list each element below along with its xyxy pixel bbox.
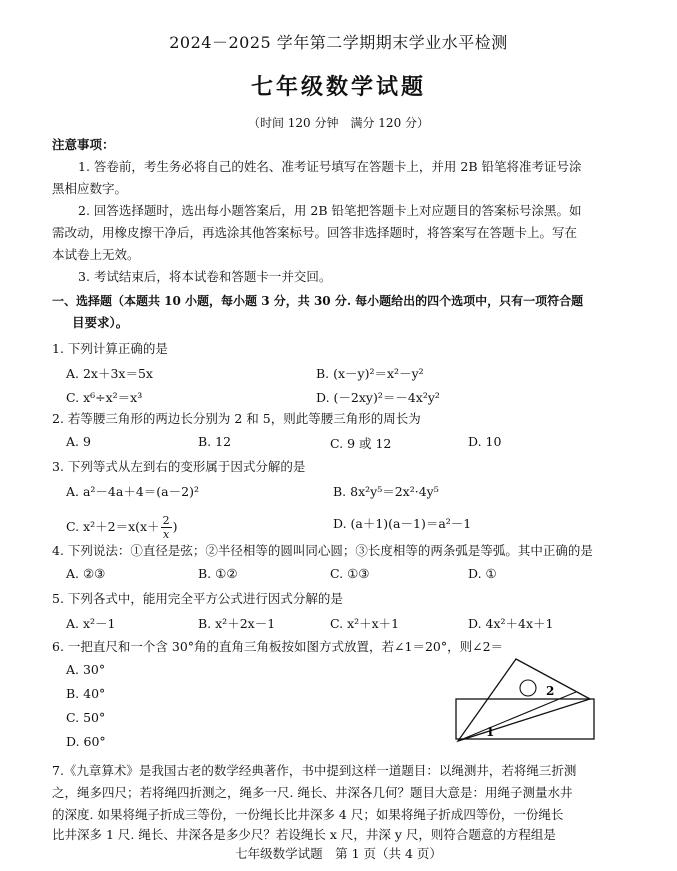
- q3-fraction-numerator: 2: [162, 514, 170, 527]
- page-footer: 七年级数学试题 第 1 页（共 4 页）: [235, 846, 442, 861]
- q3-option-c-fraction: [161, 514, 172, 541]
- q3-option-c: [66, 514, 177, 541]
- angle-2-label: 2: [546, 684, 555, 698]
- q7-line-2: 之，绳多四尺；若将绳四折测之，绳多一尺. 绳长、井深各几何？题目大意是：用绳子测量水井: [52, 785, 573, 800]
- q6-option-b: B. 40°: [66, 686, 106, 701]
- q7-line-4: 比井深多 1 尺. 绳长、井深各是多少尺？若设绳长 x 尺，井深 y 尺，则符合题意的方程组是: [52, 827, 556, 842]
- q6-option-a: A. 30°: [66, 662, 106, 677]
- q3-stem: 3. 下列等式从左到右的变形属于因式分解的是: [52, 459, 306, 474]
- q4-option-a: A. ②③: [66, 566, 106, 581]
- section1-heading-a: 一、选择题（本题共 10 小题，每小题 3 分，共 30 分. 每小题给出的四个选项中，只有一项符合题: [52, 294, 584, 308]
- triangle-plate-shape: [458, 659, 590, 741]
- q6-option-d: D. 60°: [66, 734, 106, 749]
- ruler-triangle-figure: [448, 655, 598, 747]
- q5-option-a: A. x²－1: [66, 616, 116, 631]
- q5-option-b: B. x²＋2x－1: [198, 616, 276, 631]
- q4-option-d: D. ①: [468, 566, 497, 581]
- note-1b: 黑相应数字。: [52, 181, 128, 196]
- q1-stem: 1. 下列计算正确的是: [52, 341, 168, 356]
- q7-line-1: 7.《九章算术》是我国古老的数学经典著作，书中提到这样一道题目：以绳测井，若将绳三折测: [52, 763, 577, 778]
- exam-supertitle: 2024－2025 学年第二学期期末学业水平检测: [169, 33, 508, 52]
- q3-option-a: A. a²－4a＋4＝(a－2)²: [66, 484, 199, 499]
- q2-option-a: A. 9: [66, 434, 91, 449]
- q4-stem: 4. 下列说法：①直径是弦；②半径相等的圆叫同心圆；③长度相等的两条弧是等弧。其中正确的是: [52, 543, 593, 558]
- q1-option-a: A. 2x＋3x＝5x: [66, 366, 153, 381]
- time-note: （时间 120 分钟 满分 120 分）: [247, 116, 430, 130]
- q5-option-d: D. 4x²＋4x＋1: [468, 616, 554, 631]
- q5-option-c: C. x²＋x＋1: [330, 616, 400, 631]
- q3-option-d: D. (a＋1)(a－1)＝a²－1: [333, 516, 472, 531]
- note-2a: 2. 回答选择题时，选出每小题答案后，用 2B 铅笔把答题卡上对应题目的答案标号涂黑。如: [78, 203, 582, 218]
- q4-option-c: C. ①③: [330, 566, 370, 581]
- q1-option-d: D. (－2xy)²＝－4x²y²: [316, 390, 440, 405]
- note-2b: 需改动，用橡皮擦干净后，再选涂其他答案标号。回答非选择题时，将答案写在答题卡上。写在: [52, 225, 578, 240]
- exam-title: 七年级数学试题: [250, 74, 426, 100]
- q3-option-b: B. 8x²y⁵＝2x²·4y⁵: [333, 484, 439, 499]
- q2-stem: 2. 若等腰三角形的两边长分别为 2 和 5，则此等腰三角形的周长为: [52, 411, 421, 426]
- notes-heading: 注意事项：: [52, 137, 115, 152]
- q3-option-c-suffix: ): [172, 519, 178, 534]
- note-2c: 本试卷上无效。: [52, 247, 140, 262]
- q7-line-3: 的深度. 如果将绳子折成三等份，一份绳长比井深多 4 尺；如果将绳子折成四等份，一份绳长: [52, 807, 564, 822]
- note-1a: 1. 答卷前，考生务必将自己的姓名、准考证号填写在答题卡上，并用 2B 铅笔将准考证号涂: [78, 159, 582, 174]
- q1-option-c: C. x⁶÷x²＝x³: [66, 390, 143, 405]
- q3-fraction-denominator: x: [162, 528, 170, 541]
- q6-stem: 6. 一把直尺和一个含 30°角的直角三角板按如图方式放置，若∠1＝20°，则∠2＝: [52, 639, 504, 654]
- q2-option-c: C. 9 或 12: [330, 436, 392, 451]
- triangle-hole: [520, 680, 536, 696]
- q2-option-d: D. 10: [468, 434, 502, 449]
- q2-option-b: B. 12: [198, 434, 232, 449]
- angle-1-label: 1: [486, 725, 495, 739]
- q6-option-c: C. 50°: [66, 710, 106, 725]
- q5-stem: 5. 下列各式中，能用完全平方公式进行因式分解的是: [52, 591, 343, 606]
- section1-heading-b: 目要求）。: [72, 315, 129, 330]
- q1-option-b: B. (x－y)²＝x²－y²: [316, 366, 424, 381]
- note-3: 3. 考试结束后，将本试卷和答题卡一并交回。: [78, 269, 332, 284]
- q4-option-b: B. ①②: [198, 566, 238, 581]
- q3-option-c-prefix: C. x²＋2＝x(x＋: [66, 519, 160, 534]
